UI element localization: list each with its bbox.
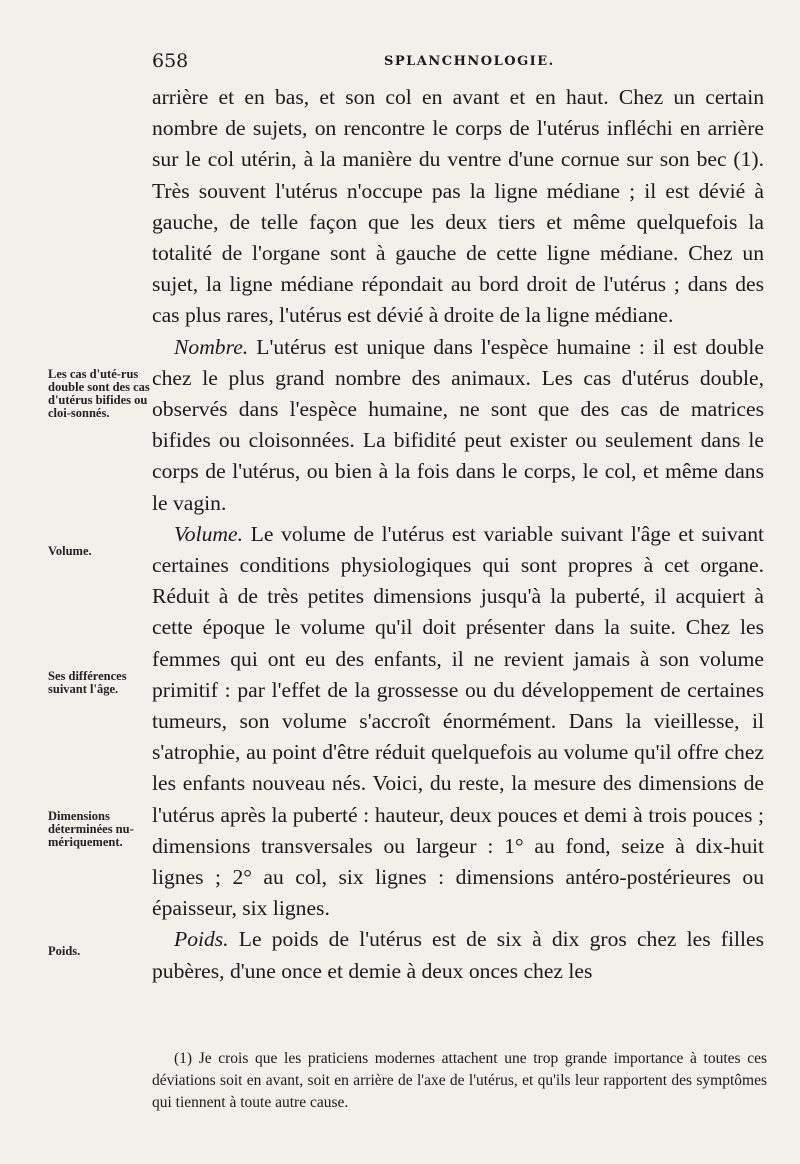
paragraph-volume-text: Le volume de l'utérus est variable suivant l'âge et suivant certaines conditions physiologiques qui sont propres à cet organe. Réduit à de très petites dimensions jusqu'à la puberté, il acquiert à cette époque le volume qu'il doit présenter dans la suite. Chez les femmes qui ont eu des enfants, il ne revient jamais à son volume primitif : par l'effet de la grossesse ou du développement de certaines tumeurs, son volume s'accroît énormément. Dans la vieillesse, il s'atrophie, au point d'être réduit quelquefois au volume qu'il offre chez les enfants nouveau nés. Voici, du reste, la mesure des dimensions de l'utérus après la puberté : hauteur, deux pouces et demi à trois pouces ; dimensions transversales ou largeur : 1° au fond, seize à dix-huit lignes ; 2° au col, six lignes : dimensions antéro-postérieures ou épaisseur, six lignes. bbox=[152, 521, 764, 921]
sidenote-uterus-double: Les cas d'uté-rus double sont des cas d'utérus bifides ou cloi-sonnés. bbox=[48, 367, 150, 420]
footnote: (1) Je crois que les praticiens modernes attachent une trop grande importance à toutes ces déviations soit en avant, soit en arrière de l'axe de l'utérus, et qu'ils leur rapportent des symptômes qui tiennent à toute autre cause. bbox=[152, 1050, 767, 1111]
page-number: 658 bbox=[152, 50, 189, 72]
paragraph-poids-text: Le poids de l'utérus est de six à dix gros chez les filles pubères, d'une once et demie à deux onces chez les bbox=[152, 927, 764, 983]
sidenote-differences-age: Ses différences suivant l'âge. bbox=[48, 669, 127, 696]
section-title-volume: Volume. bbox=[174, 521, 243, 546]
sidenote-dimensions: Dimensions déterminées nu-mériquement. bbox=[48, 809, 134, 849]
page-header bbox=[152, 50, 764, 76]
paragraph-volume bbox=[152, 519, 764, 925]
paragraph-nombre bbox=[152, 332, 764, 519]
body-text bbox=[152, 82, 764, 987]
sidenote-volume: Volume. bbox=[48, 544, 92, 558]
paragraph-nombre-text: L'utérus est unique dans l'espèce humaine : il est double chez le plus grand nombre des animaux. Les cas d'utérus double, observés dans l'espèce humaine, ne sont que des cas de matrices bifides ou cloisonnées. La bifidité peut exister ou seulement dans le corps de l'utérus, ou bien à la fois dans le corps, le col, et même dans le vagin. bbox=[152, 334, 764, 515]
paragraph-poids bbox=[152, 924, 764, 986]
section-title-nombre: Nombre. bbox=[174, 334, 249, 359]
sidenote-poids: Poids. bbox=[48, 944, 81, 958]
section-title-poids: Poids. bbox=[174, 927, 229, 952]
running-head: SPLANCHNOLOGIE. bbox=[384, 54, 555, 69]
paragraph-position: arrière et en bas, et son col en avant et en haut. Chez un certain nombre de sujets, on rencontre le corps de l'utérus infléchi en arrière sur le col utérin, à la manière du ventre d'une cornue sur son bec (1). Très souvent l'utérus n'occupe pas la ligne médiane ; il est dévié à gauche, de telle façon que les deux tiers et même quelquefois la totalité de l'organe sont à gauche de cette ligne médiane. Chez un sujet, la ligne médiane répondait au bord droit de l'utérus ; dans des cas plus rares, l'utérus est dévié à droite de la ligne médiane. bbox=[152, 85, 764, 328]
